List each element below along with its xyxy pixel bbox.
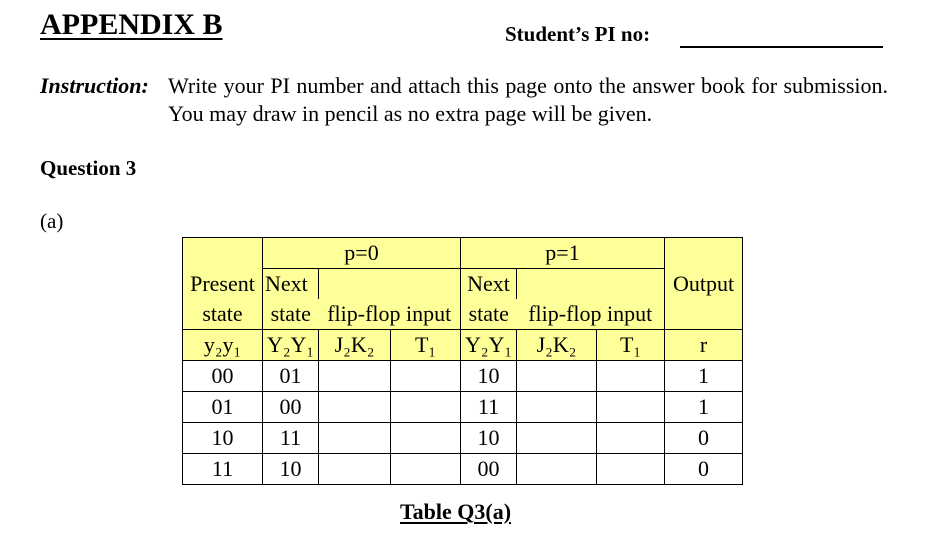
table-row <box>183 423 743 454</box>
cell-output: 0 <box>665 454 743 485</box>
cell-next-p0: 01 <box>263 361 319 392</box>
header-next-line1-p0: Next <box>263 269 319 300</box>
header-present-line2: state <box>183 299 263 330</box>
cell-present: 01 <box>183 392 263 423</box>
group-header-p0: p=0 <box>263 238 461 269</box>
col-header-t-p0: T₁ <box>391 330 461 361</box>
cell-next-p1: 10 <box>461 361 517 392</box>
table-row <box>183 392 743 423</box>
cell-next-p1: 00 <box>461 454 517 485</box>
cell-jk-p0-blank[interactable] <box>319 454 391 485</box>
header-next-line1-p1: Next <box>461 269 517 300</box>
table-caption: Table Q3(a) <box>400 499 512 524</box>
header-output-label: Output <box>665 269 743 300</box>
pi-label: Student’s PI no: <box>505 22 651 46</box>
cell-jk-p1-blank[interactable] <box>517 423 597 454</box>
cell-next-p1: 11 <box>461 392 517 423</box>
question-part-label: (a) <box>40 209 64 233</box>
cell-present: 10 <box>183 423 263 454</box>
col-header-next-p1: Y₂Y₁ <box>461 330 517 361</box>
cell-output: 1 <box>665 392 743 423</box>
cell-output: 0 <box>665 423 743 454</box>
col-header-jk-p0: J₂K₂ <box>319 330 391 361</box>
header-next-line2-p1: state <box>461 299 517 330</box>
header-blank-p1 <box>517 269 665 300</box>
cell-t-p1-blank[interactable] <box>597 454 665 485</box>
cell-next-p0: 11 <box>263 423 319 454</box>
header-corner-cell <box>183 238 263 269</box>
cell-jk-p1-blank[interactable] <box>517 361 597 392</box>
header-ff-input-p0: flip-flop input <box>319 299 461 330</box>
col-header-jk-p1: J₂K₂ <box>517 330 597 361</box>
cell-t-p1-blank[interactable] <box>597 423 665 454</box>
cell-t-p0-blank[interactable] <box>391 392 461 423</box>
table-row <box>183 361 743 392</box>
header-output-top <box>665 238 743 269</box>
header-blank-p0 <box>319 269 461 300</box>
cell-present: 11 <box>183 454 263 485</box>
cell-jk-p0-blank[interactable] <box>319 423 391 454</box>
cell-next-p1: 10 <box>461 423 517 454</box>
cell-output: 1 <box>665 361 743 392</box>
table-row <box>183 454 743 485</box>
group-header-p1: p=1 <box>461 238 665 269</box>
instruction-text: Write your PI number and attach this page onto the answer book for submission. You may draw in pencil as no extra page will be given. <box>168 73 888 126</box>
cell-jk-p1-blank[interactable] <box>517 454 597 485</box>
question-heading: Question 3 <box>40 156 137 180</box>
cell-next-p0: 10 <box>263 454 319 485</box>
cell-jk-p0-blank[interactable] <box>319 392 391 423</box>
col-header-output: r <box>665 330 743 361</box>
page-title: APPENDIX B <box>40 8 223 41</box>
col-header-next-p0: Y₂Y₁ <box>263 330 319 361</box>
cell-t-p0-blank[interactable] <box>391 454 461 485</box>
cell-jk-p0-blank[interactable] <box>319 361 391 392</box>
cell-t-p1-blank[interactable] <box>597 392 665 423</box>
cell-t-p0-blank[interactable] <box>391 423 461 454</box>
cell-next-p0: 00 <box>263 392 319 423</box>
header-output-bottom <box>665 299 743 330</box>
cell-t-p1-blank[interactable] <box>597 361 665 392</box>
header-present-line1: Present <box>183 269 263 300</box>
header-next-line2-p0: state <box>263 299 319 330</box>
cell-present: 00 <box>183 361 263 392</box>
col-header-present: y₂y₁ <box>183 330 263 361</box>
cell-jk-p1-blank[interactable] <box>517 392 597 423</box>
state-table <box>182 237 743 485</box>
cell-t-p0-blank[interactable] <box>391 361 461 392</box>
header-ff-input-p1: flip-flop input <box>517 299 665 330</box>
instruction-label: Instruction: <box>40 73 149 98</box>
pi-number-blank[interactable] <box>680 46 883 48</box>
col-header-t-p1: T₁ <box>597 330 665 361</box>
